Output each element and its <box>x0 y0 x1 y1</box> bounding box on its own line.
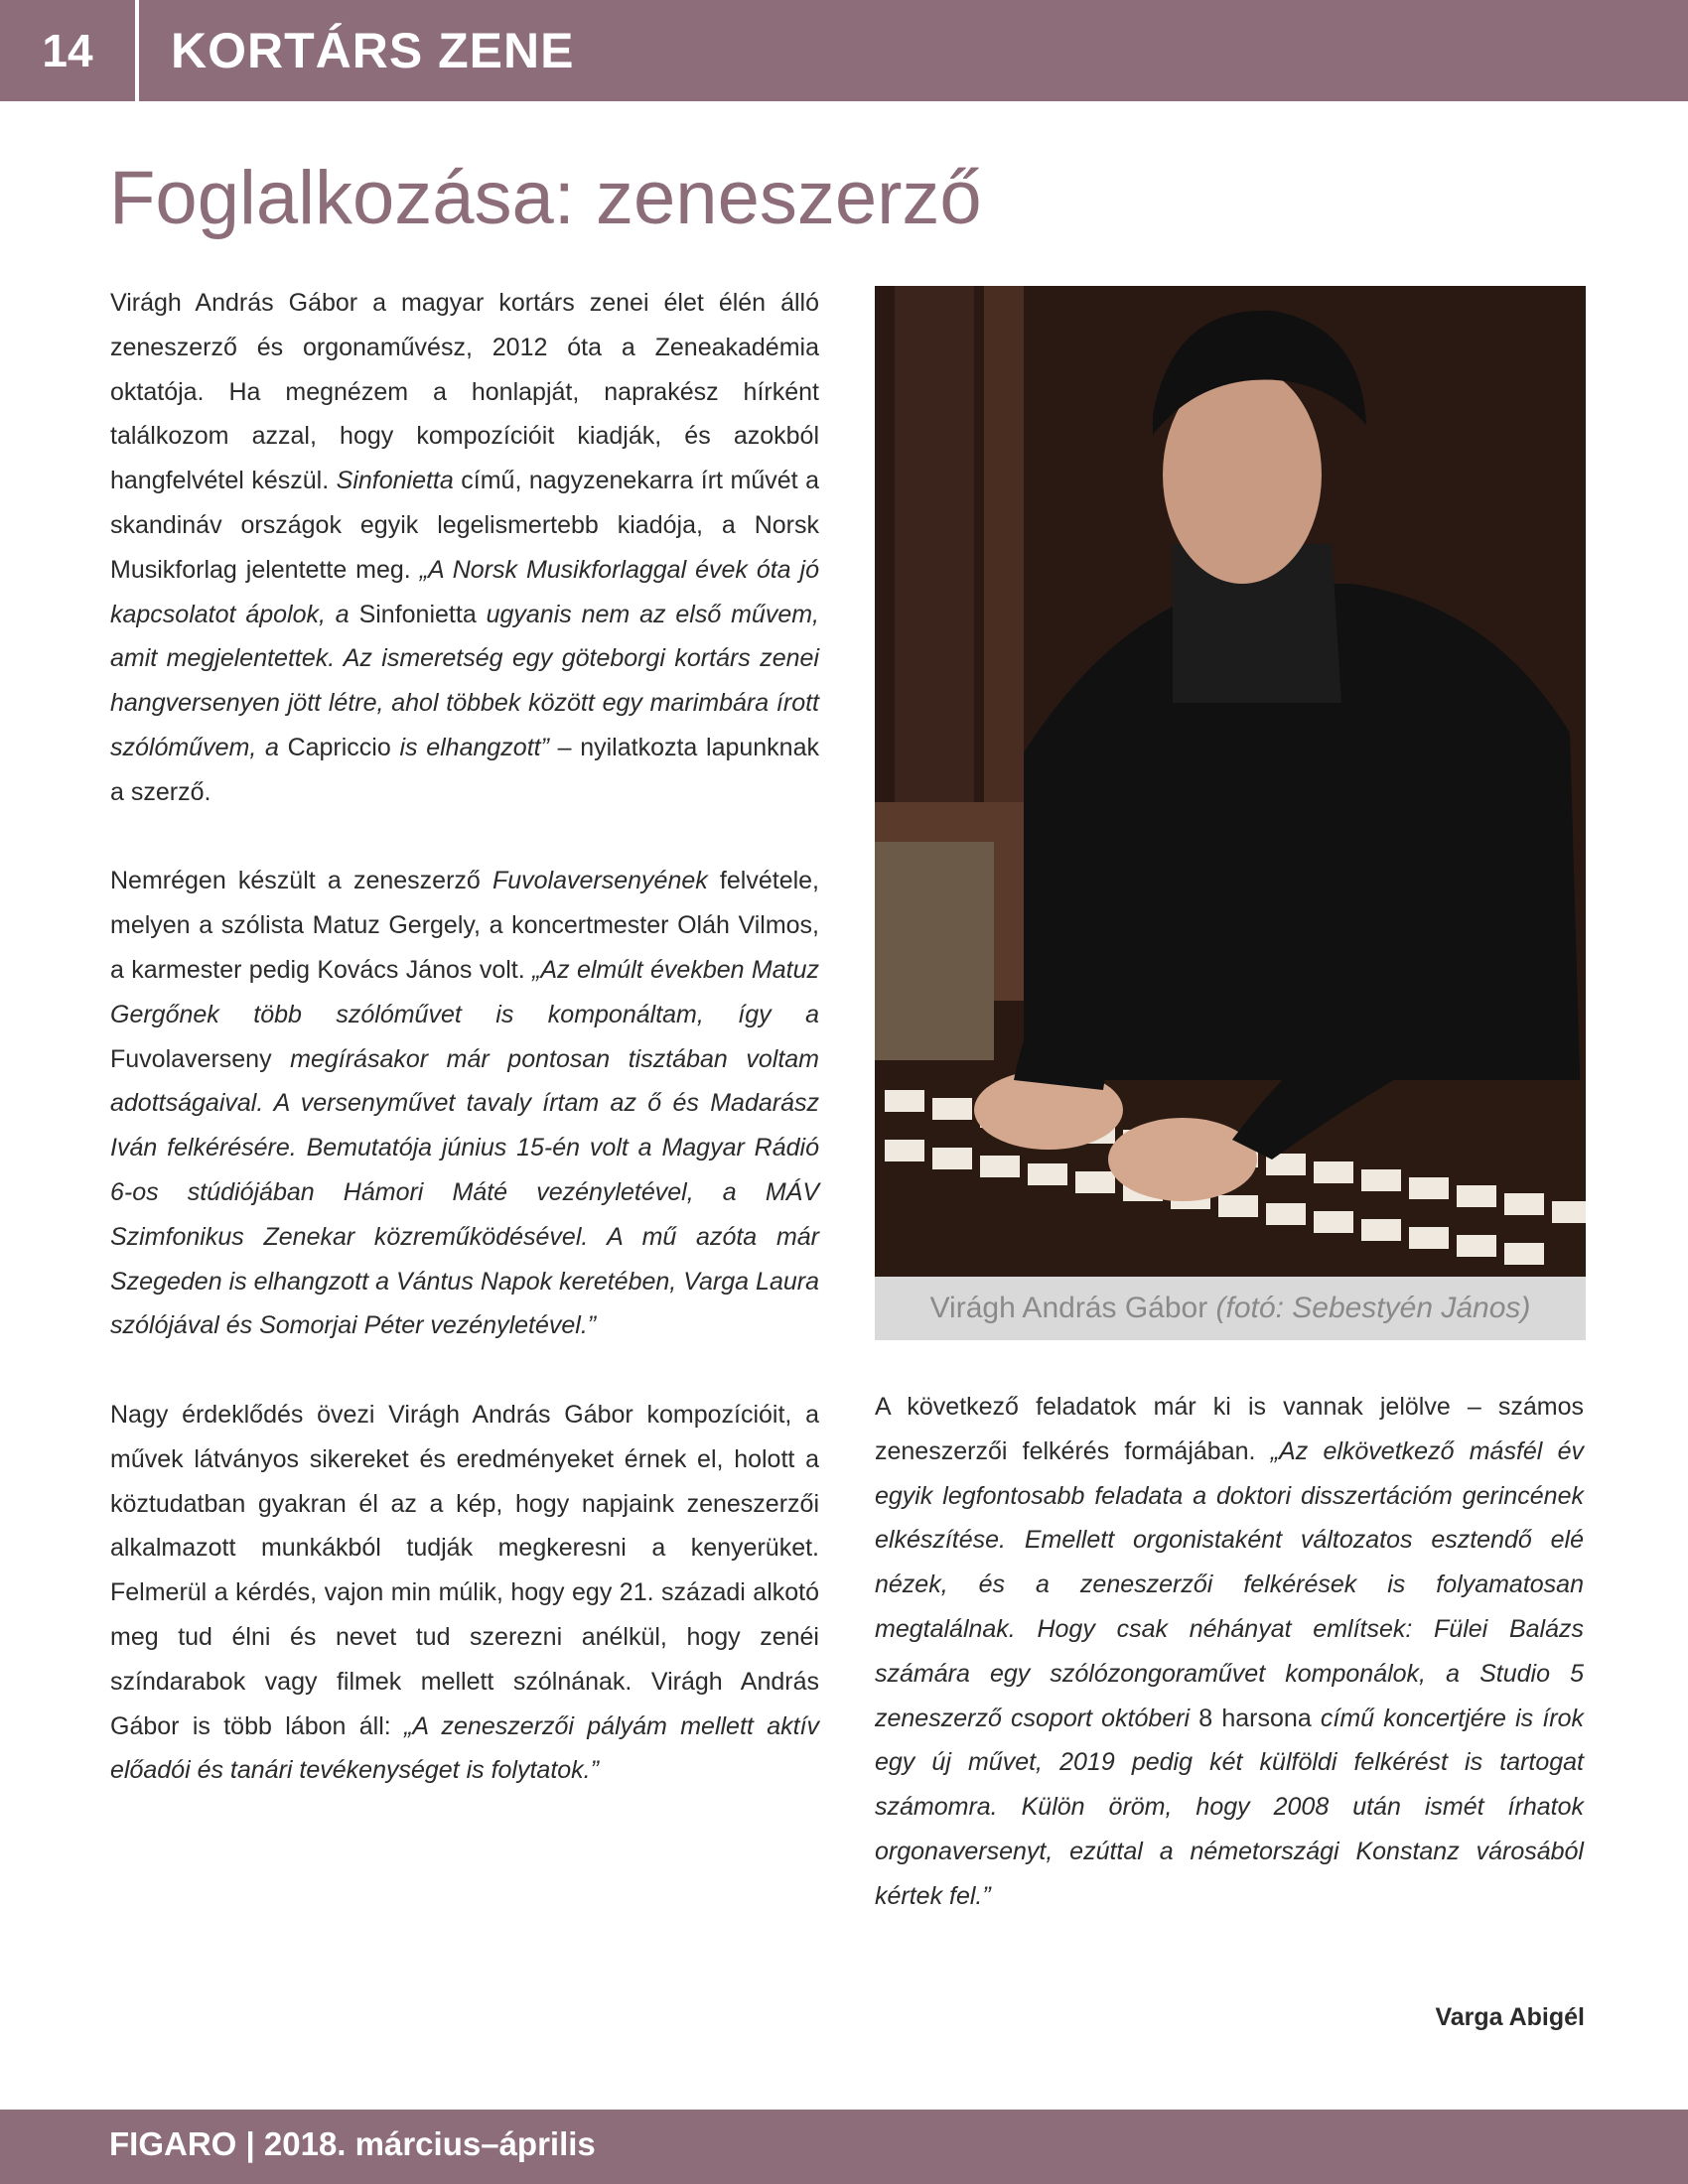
italic-text-run: megírásakor már pontosan tisztában voltam adottságaival. A versenyművet tavaly írtam az ő és Madarász Iván felkérésére. Bemutatója június 15-én volt a Magyar Rádió 6-os stúdiójában Hámori Máté vezényletével, a MÁV Szimfonikus Zenekar közreműködésével. A mű azóta már Szegeden is elhangzott a Vántus Napok keretében, Varga Laura szólójával és Somorjai Péter vezényletével.” <box>110 1044 819 1340</box>
paragraph-2 <box>110 859 819 1348</box>
left-column <box>110 281 819 1793</box>
text-run: Nemrégen készült a zeneszerző <box>110 867 492 895</box>
photo-caption <box>875 1277 1586 1340</box>
author-signature: Varga Abigél <box>1435 2003 1585 2031</box>
italic-text-run: Sinfonietta <box>336 467 454 495</box>
page-footer <box>0 2110 1688 2184</box>
paragraph-gap <box>110 815 819 860</box>
section-title: KORTÁRS ZENE <box>171 23 575 78</box>
page-number: 14 <box>42 25 93 76</box>
paragraph-3 <box>110 1393 819 1793</box>
page-header <box>0 0 1688 101</box>
header-divider <box>135 0 139 101</box>
caption-credit: (fotó: Sebestyén János) <box>1215 1292 1531 1324</box>
composer-photo <box>875 286 1586 1277</box>
caption-name: Virágh András Gábor <box>929 1292 1208 1324</box>
italic-text-run: ugyanis nem az első művem, amit megjelentettek. Az ismeretség egy göteborgi kortárs zenei hangversenyen jött létre, ahol többek között egy marimbára írott szólóművem, a <box>110 600 819 761</box>
text-run: Sinfonietta <box>358 600 477 628</box>
italic-text-run: is elhangzott” <box>390 733 549 761</box>
text-run: felvétele, melyen a szólista Matuz Gergely, a koncertmester Oláh Vilmos, a karmester pedig Kovács János volt. <box>110 867 819 984</box>
text-run: Capriccio <box>287 733 391 761</box>
text-run: A következő feladatok már ki is vannak jelölve – számos zeneszerzői felkérés formájában. <box>875 1393 1584 1465</box>
italic-text-run: „A zeneszerzői pályám mellett aktív előadói és tanári tevékenységet is folytatok.” <box>110 1711 819 1785</box>
text-run: 8 harsona <box>1198 1704 1312 1732</box>
italic-text-run: „Az elkövetkező másfél év egyik legfontosabb feladata a doktori disszertációm gerincének elkészítése. Emellett orgonistaként változatos esztendő elé nézek, és a zeneszerzői felkérések is folyamatosan megtalálnak. Hogy csak néhányat említsek: Fülei Balázs számára egy szólózongoraművet komponálok, a Studio 5 zeneszerző csoport októberi <box>875 1436 1584 1732</box>
paragraph-4 <box>875 1385 1584 1919</box>
photo-illustration <box>875 286 1586 1277</box>
article-title: Foglalkozása: zeneszerző <box>109 156 982 240</box>
paragraph-1 <box>110 281 819 815</box>
text-run: Fuvolaverseny <box>110 1044 272 1073</box>
right-column <box>875 1385 1584 1919</box>
italic-text-run: „A Norsk Musikforlaggal évek óta jó kapcsolatot ápolok, a <box>110 555 819 628</box>
text-run: Virágh András Gábor a magyar kortárs zenei élet élén álló zeneszerző és orgonaművész, 2012 óta a Zeneakadémia oktatója. Ha megnézem a honlapját, naprakész hírként találkozom azzal, hogy kompozícióit kiadják, és azokból hangfelvétel készül. <box>110 289 819 495</box>
italic-text-run: Fuvolaversenyének <box>492 867 708 895</box>
text-run: című, nagyzenekarra írt művét a skandináv országok egyik legelismertebb kiadója, a Norsk Musikforlag jelentette meg. <box>110 467 819 584</box>
text-run: – nyilatkozta lapunknak a szerző. <box>110 733 819 806</box>
paragraph-gap <box>110 1348 819 1393</box>
italic-text-run: „Az elmúlt években Matuz Gergőnek több szólóművet is komponáltam, így a <box>110 955 819 1028</box>
italic-text-run: című koncertjére is írok egy új művet, 2019 pedig két külföldi felkérést is tartogat számomra. Külön öröm, hogy 2008 után ismét írhatok orgonaversenyt, ezúttal a németországi Konstanz városából kértek fel.” <box>875 1704 1585 1910</box>
footer-text: FIGARO | 2018. március–április <box>109 2125 596 2162</box>
text-run: Nagy érdeklődés övezi Virágh András Gábor kompozícióit, a művek látványos sikereket és eredményeket érnek el, holott a köztudatban gyakran él az a kép, hogy napjaink zeneszerzői alkalmazott munkákból tudják megkeresni a kenyerüket. Felmerül a kérdés, vajon min múlik, hogy egy 21. századi alkotó meg tud élni és nevet tud szerezni anélkül, hogy zenéi színdarabok vagy filmek mellett szólnának. Virágh András Gábor is több lábon áll: <box>110 1400 819 1740</box>
